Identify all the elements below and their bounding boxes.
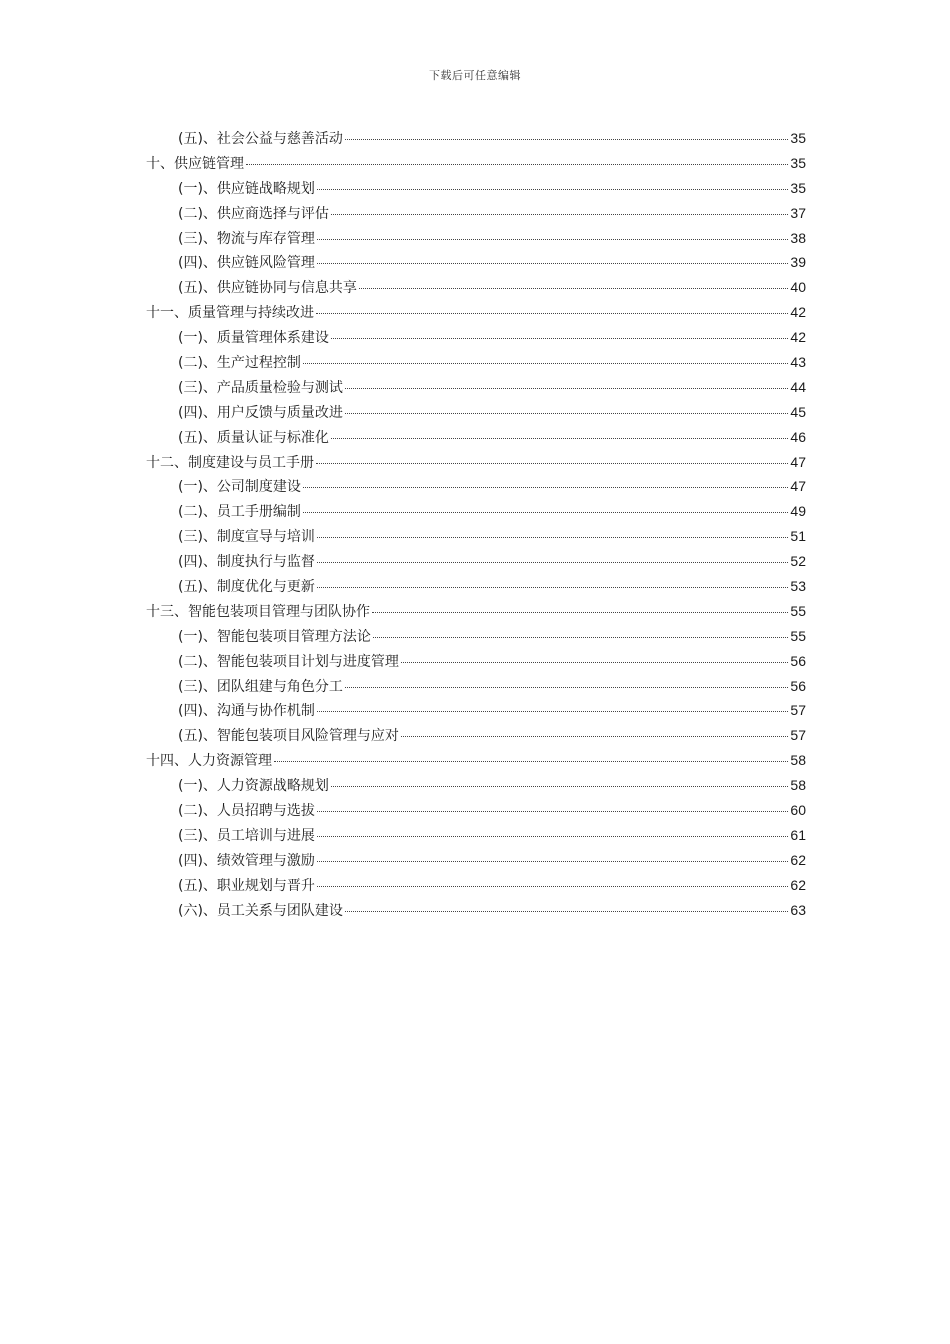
toc-dot-leader [317, 860, 788, 862]
toc-dot-leader [317, 810, 788, 812]
toc-dot-leader [317, 188, 788, 190]
toc-entry-page-number: 46 [790, 428, 806, 445]
toc-entry-title: (五)、制度优化与更新 [178, 579, 315, 596]
toc-chapter-entry[interactable] [146, 450, 806, 475]
toc-dot-leader [345, 910, 788, 912]
toc-dot-leader [331, 337, 788, 339]
toc-entry-title: (四)、供应链风险管理 [178, 255, 315, 272]
toc-dot-leader [303, 486, 788, 488]
toc-entry-title: 十二、制度建设与员工手册 [146, 454, 314, 471]
toc-entry-page-number: 62 [790, 851, 806, 868]
toc-entry-page-number: 53 [790, 578, 806, 595]
toc-entry-title: (五)、供应链协同与信息共享 [178, 280, 357, 297]
toc-dot-leader [345, 412, 788, 414]
toc-section-entry[interactable] [146, 325, 806, 350]
toc-dot-leader [372, 611, 788, 613]
toc-entry-page-number: 56 [790, 652, 806, 669]
toc-entry-page-number: 40 [790, 279, 806, 296]
toc-entry-page-number: 62 [790, 876, 806, 893]
toc-entry-page-number: 42 [790, 329, 806, 346]
toc-entry-title: (一)、质量管理体系建设 [178, 330, 329, 347]
toc-entry-page-number: 51 [790, 528, 806, 545]
toc-section-entry[interactable] [146, 201, 806, 226]
toc-section-entry[interactable] [146, 250, 806, 275]
toc-section-entry[interactable] [146, 674, 806, 699]
toc-dot-leader [317, 561, 788, 563]
toc-entry-title: (六)、员工关系与团队建设 [178, 902, 343, 919]
toc-dot-leader [317, 885, 788, 887]
toc-section-entry[interactable] [146, 400, 806, 425]
toc-section-entry[interactable] [146, 698, 806, 723]
toc-section-entry[interactable] [146, 549, 806, 574]
toc-dot-leader [345, 138, 788, 140]
toc-entry-title: (一)、人力资源战略规划 [178, 778, 329, 795]
toc-dot-leader [316, 312, 788, 314]
toc-entry-page-number: 61 [790, 826, 806, 843]
toc-dot-leader [317, 262, 788, 264]
toc-dot-leader [317, 238, 788, 240]
toc-entry-title: (五)、质量认证与标准化 [178, 429, 329, 446]
toc-entry-page-number: 56 [790, 677, 806, 694]
toc-dot-leader [303, 511, 788, 513]
toc-chapter-entry[interactable] [146, 151, 806, 176]
toc-entry-page-number: 45 [790, 403, 806, 420]
toc-entry-title: (三)、物流与库存管理 [178, 230, 315, 247]
toc-section-entry[interactable] [146, 474, 806, 499]
toc-entry-title: 十一、质量管理与持续改进 [146, 305, 314, 322]
toc-dot-leader [246, 163, 788, 165]
toc-entry-title: (四)、绩效管理与激励 [178, 852, 315, 869]
toc-section-entry[interactable] [146, 226, 806, 251]
toc-entry-title: (四)、用户反馈与质量改进 [178, 404, 343, 421]
toc-dot-leader [331, 785, 788, 787]
toc-section-entry[interactable] [146, 823, 806, 848]
toc-dot-leader [316, 462, 788, 464]
toc-entry-page-number: 57 [790, 702, 806, 719]
toc-chapter-entry[interactable] [146, 748, 806, 773]
toc-entry-page-number: 44 [790, 378, 806, 395]
toc-dot-leader [317, 710, 788, 712]
toc-entry-title: (二)、智能包装项目计划与进度管理 [178, 653, 399, 670]
toc-entry-page-number: 39 [790, 254, 806, 271]
toc-section-entry[interactable] [146, 773, 806, 798]
toc-entry-title: (一)、公司制度建设 [178, 479, 301, 496]
toc-section-entry[interactable] [146, 723, 806, 748]
toc-entry-title: (二)、供应商选择与评估 [178, 205, 329, 222]
toc-section-entry[interactable] [146, 275, 806, 300]
toc-section-entry[interactable] [146, 574, 806, 599]
toc-entry-title: 十、供应链管理 [146, 155, 244, 172]
toc-dot-leader [345, 387, 788, 389]
toc-section-entry[interactable] [146, 798, 806, 823]
toc-entry-title: (三)、产品质量检验与测试 [178, 379, 343, 396]
toc-entry-page-number: 43 [790, 354, 806, 371]
toc-dot-leader [303, 362, 788, 364]
toc-entry-title: (二)、员工手册编制 [178, 504, 301, 521]
table-of-contents [146, 126, 806, 923]
toc-dot-leader [401, 735, 788, 737]
toc-dot-leader [317, 536, 788, 538]
toc-entry-title: (一)、供应链战略规划 [178, 180, 315, 197]
toc-entry-title: 十三、智能包装项目管理与团队协作 [146, 603, 370, 620]
toc-entry-page-number: 52 [790, 553, 806, 570]
toc-entry-page-number: 55 [790, 627, 806, 644]
toc-dot-leader [317, 835, 788, 837]
toc-dot-leader [274, 760, 788, 762]
toc-section-entry[interactable] [146, 176, 806, 201]
toc-entry-title: (五)、职业规划与晋升 [178, 877, 315, 894]
toc-entry-title: (三)、员工培训与进展 [178, 827, 315, 844]
toc-entry-title: (二)、人员招聘与选拔 [178, 803, 315, 820]
toc-entry-page-number: 37 [790, 204, 806, 221]
toc-section-entry[interactable] [146, 524, 806, 549]
toc-section-entry[interactable] [146, 898, 806, 923]
toc-section-entry[interactable] [146, 126, 806, 151]
toc-section-entry[interactable] [146, 848, 806, 873]
toc-dot-leader [331, 213, 788, 215]
toc-section-entry[interactable] [146, 375, 806, 400]
toc-dot-leader [359, 287, 788, 289]
toc-chapter-entry[interactable] [146, 599, 806, 624]
toc-dot-leader [373, 636, 788, 638]
toc-entry-page-number: 57 [790, 727, 806, 744]
toc-section-entry[interactable] [146, 873, 806, 898]
toc-entry-page-number: 58 [790, 777, 806, 794]
toc-section-entry[interactable] [146, 425, 806, 450]
toc-entry-page-number: 63 [790, 901, 806, 918]
toc-entry-title: (五)、社会公益与慈善活动 [178, 131, 343, 147]
toc-entry-page-number: 49 [790, 503, 806, 520]
toc-entry-title: (五)、智能包装项目风险管理与应对 [178, 728, 399, 745]
toc-section-entry[interactable] [146, 499, 806, 524]
toc-entry-page-number: 47 [790, 453, 806, 470]
toc-entry-page-number: 58 [790, 752, 806, 769]
toc-entry-title: (四)、制度执行与监督 [178, 554, 315, 571]
page-header: 下载后可任意编辑 [429, 69, 521, 82]
toc-entry-page-number: 55 [790, 602, 806, 619]
toc-entry-page-number: 42 [790, 304, 806, 321]
toc-entry-page-number: 60 [790, 802, 806, 819]
toc-entry-page-number: 35 [790, 179, 806, 196]
toc-chapter-entry[interactable] [146, 300, 806, 325]
toc-dot-leader [345, 686, 788, 688]
toc-section-entry[interactable] [146, 624, 806, 649]
toc-entry-page-number: 47 [790, 478, 806, 495]
toc-dot-leader [331, 437, 788, 439]
toc-entry-title: (四)、沟通与协作机制 [178, 703, 315, 720]
toc-entry-page-number: 35 [790, 154, 806, 171]
toc-dot-leader [317, 586, 788, 588]
toc-entry-title: (二)、生产过程控制 [178, 355, 301, 372]
toc-entry-title: (三)、团队组建与角色分工 [178, 678, 343, 695]
toc-section-entry[interactable] [146, 649, 806, 674]
toc-entry-title: 十四、人力资源管理 [146, 753, 272, 770]
toc-entry-page-number: 35 [790, 130, 806, 146]
toc-dot-leader [401, 661, 788, 663]
toc-entry-title: (三)、制度宣导与培训 [178, 529, 315, 546]
toc-section-entry[interactable] [146, 350, 806, 375]
toc-entry-page-number: 38 [790, 229, 806, 246]
toc-entry-title: (一)、智能包装项目管理方法论 [178, 628, 371, 645]
